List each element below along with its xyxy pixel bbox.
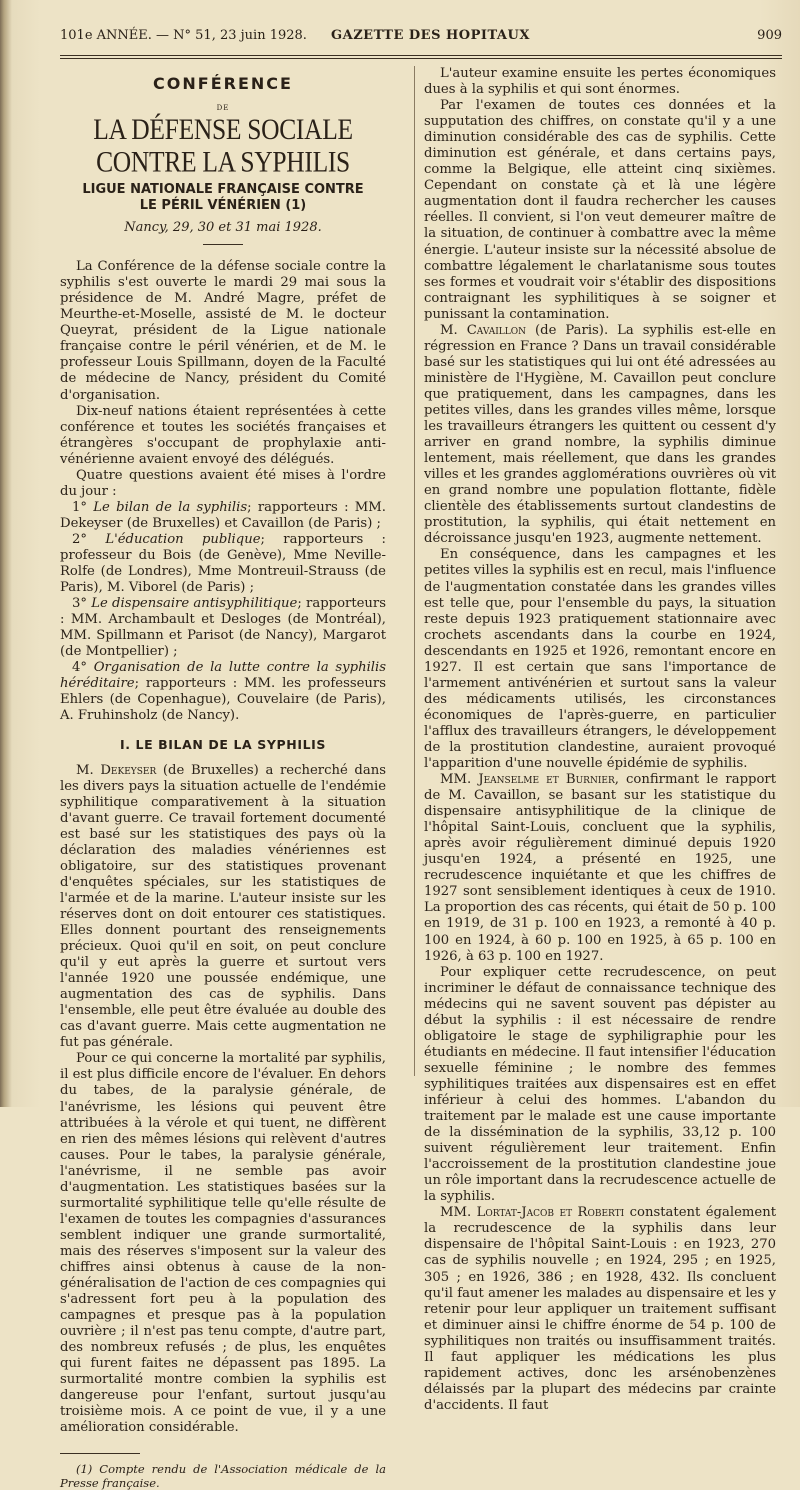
dekeyser-paragraph [60, 763, 386, 1052]
agenda-item-title: Le bilan de la syphilis [93, 499, 248, 515]
agenda-item-text: ; rapporteurs : MM. Archambault et Desloges (de Montréal), MM. Spillmann et Parisot (de Nancy), Margarot (de Montpellier) ; [60, 596, 386, 660]
agenda-item-1 [60, 500, 386, 532]
author-name: M. Dekeyser [76, 762, 157, 778]
economic-losses-paragraph: L'auteur examine ensuite les pertes économiques dues à la syphilis et qui sont énormes. [424, 66, 776, 98]
page-header [60, 28, 782, 48]
section-heading: I. LE BILAN DE LA SYPHILIS [119, 736, 327, 752]
page-number: 909 [757, 28, 782, 43]
intro-paragraph-3: Quatre questions avaient été mises à l'ordre du jour : [60, 467, 386, 499]
lortat-jacob-paragraph [424, 1205, 776, 1414]
paragraph-text: , confirmant le rapport de M. Cavaillon, se basant sur les statistique du dispensaire antisyphilitique de la clinique de l'hôpital Saint-Louis, concluent que la syphilis, après avoir régulièrement diminué depuis 1920 jusqu'en 1924, a présenté en 1925, une recrudescence inquiétante et que les chiffres de 1927 sont sensiblement identiques à ceux de 1910. La proportion des cas récents, qui était de 50 p. 100 en 1919, de 31 p. 100 en 1923, a remonté à 40 p. 100 en 1924, à 60 p. 100 en 1925, à 65 p. 100 en 1926, à 63 p. 100 en 1927. [424, 772, 776, 964]
agenda-item-number: 4° [72, 660, 87, 676]
cavaillon-paragraph [424, 323, 776, 548]
agenda-item-number: 3° [72, 596, 87, 612]
consequence-paragraph: En conséquence, dans les campagnes et les petites villes la syphilis est en recul, mais l'influence de l'augmentation constatée dans les grandes villes est telle que, pour l'ensemble du pays, la situation reste depuis 1923 pratiquement stationnaire avec crochets ascendants dans la courbe en 1924, descendants en 1925 et 1926, remontant encore en 1927. Il est certain que sans l'importance de l'armement antivénérien et surtout sans la valeur des médicaments utilisés, les circonstances économiques de l'après-guerre, en particulier l'afflux des travailleurs étrangers, le développement de la prostitution clandestine, auraient provoqué l'apparition d'une nouvelle épidémie de syphilis. [424, 547, 776, 772]
header-rule-double [60, 58, 782, 59]
mortality-paragraph: Pour ce qui concerne la mortalité par syphilis, il est plus difficile encore de l'évaluer. En dehors du tabes, de la paralysie générale, de l'anévrisme, les lésions qui peuvent être attribuées à la vérole et qui tuent, ne diffèrent en rien des mêmes lésions qui relèvent d'autres causes. Pour le tabes, la paralysie générale, l'anévrisme, il ne semble pas avoir d'augmentation. Les statistiques basées sur la surmortalité syphilitique telle qu'elle résulte de l'examen de toutes les compagnies d'assurances semblent indiquer une grande surmortalité, mais des réserves s'imposent sur la valeur des chiffres ainsi obtenus à cause de la non-généralisation de l'action de ces compagnies qui s'adressent fort peu à la population des campagnes et presque pas à la population ouvrière ; il n'est pas tenu compte, d'autre part, des nombreux refusés ; de plus, les enquêtes qui furent faites ne dépassent pas 1895. La surmortalité montre combien la syphilis est dangereuse pour l'enfant, surtout jusqu'au troisième mois. A ce point de vue, il y a une amélioration considérable. [60, 1051, 387, 1436]
issue-line: 101e ANNÉE. — N° 51, 23 juin 1928. [60, 28, 307, 43]
footnote-rule [60, 1453, 140, 1454]
intro-paragraph-2: Dix-neuf nations étaient représentées à cette conférence et toutes les sociétés françaises et étrangères s'occupant de prophylaxie anti-vénérienne avaient envoyé des délégués. [60, 403, 386, 467]
article-de: DE [216, 104, 230, 113]
agenda-item-2 [60, 532, 386, 596]
agenda-item-title: L'éducation publique [105, 531, 261, 547]
left-column [60, 66, 386, 1490]
dateline: Nancy, 29, 30 et 31 mai 1928. [124, 220, 322, 236]
intro-paragraph-1: La Conférence de la défense sociale contre la syphilis s'est ouverte le mardi 29 mai sous la présidence de M. André Magre, préfet de Meurthe-et-Moselle, assisté de M. le docteur Queyrat, président de la Ligue nationale française contre le péril vénérien, et de M. le professeur Louis Spillmann, doyen de la Faculté de médecine de Nancy, président du Comité d'organisation. [60, 259, 386, 403]
agenda-item-title: Le dispensaire antisyphilitique [91, 596, 298, 612]
title-separator [203, 244, 243, 245]
author-name: MM. Lortat-Jacob et Roberti [440, 1205, 625, 1221]
organizer-line-2: LE PÉRIL VÉNÉRIEN (1) [139, 198, 307, 214]
organizer-line-1: LIGUE NATIONALE FRANÇAISE CONTRE [82, 182, 364, 198]
paragraph-text: (de Paris). La syphilis est-elle en régression en France ? Dans un travail considérable basé sur les statistiques qui lui ont été adressées au ministère de l'Hygiène, M. Cavaillon peut conclure que pratiquement, dans les campagnes, dans les petites villes, dans les grandes villes même, lorsque les travailleurs étrangers les quittent ou cessent d'y arriver en grand nombre, la syphilis diminue lentement, mais réellement, que dans les grandes villes et les grandes agglomérations ouvrières où vit en grand nombre une population flottante, fidèle clientèle des établissements surtout clandestins de prostitution, la syphilis, qui était nettement en décroissance jusqu'en 1923, augmente nettement. [424, 322, 776, 547]
agenda-item-text: ; rapporteurs : professeur du Bois (de Genève), Mme Neville-Rolfe (de Londres), Mme Montreuil-Strauss (de Paris), M. Viborel (de Paris) ; [60, 531, 386, 596]
article-title: LA DÉFENSE SOCIALE CONTRE LA SYPHILIS [93, 112, 353, 179]
jeanselme-paragraph [424, 772, 776, 965]
decrease-paragraph: Par l'examen de toutes ces données et la supputation des chiffres, on constate qu'il y a une diminution considérable des cas de syphilis. Cette diminution est générale, et dans certains pays, comme la Belgique, elle atteint cinq sixièmes. Cependant on constate çà et là une légère augmentation dont il faudra rechercher les causes réelles. Il convient, si l'on veut demeurer maître de la situation, de continuer à combattre avec la même énergie. L'auteur insiste sur la nécessité absolue de combattre légalement le charlatanisme sous toutes ses formes et voudrait voir s'établir des dispositions contraignant les syphilitiques à se soigner et punissant la contamination. [424, 98, 776, 322]
agenda-item-text: ; rapporteurs : MM. les professeurs Ehlers (de Copenhague), Couvelaire (de Paris), A. Fruhinsholz (de Nancy). [60, 676, 386, 724]
agenda-item-number: 1° [72, 499, 87, 515]
author-name: MM. Jeanselme et Burnier [440, 772, 615, 788]
footnote: (1) Compte rendu de l'Association médicale de la Presse française. [60, 1461, 386, 1490]
agenda-item-4 [60, 660, 386, 724]
header-rule [60, 55, 782, 56]
author-name: M. Cavaillon [440, 322, 526, 338]
paragraph-text: constatent également la recrudescence de la syphilis dans leur dispensaire de l'hôpital Saint-Louis : en 1923, 270 cas de syphilis nouvelle ; en 1924, 295 ; en 1925, 305 ; en 1926, 386 ; en 1928, 432. Ils concluent qu'il faut amener les malades au dispensaire et les y retenir pour leur appliquer un traitement suffisant et diminuer ainsi le chiffre énorme de 54 p. 100 de syphilitiques non traités ou insuffisamment traités. Il faut appliquer les médications les plus rapidement actives, donc les arsénobenzènes délaissés par la plupart des médecins par crainte d'accidents. Il faut [424, 1205, 776, 1413]
agenda-item-3 [60, 596, 386, 660]
column-divider [414, 66, 415, 1076]
journal-title: GAZETTE DES HOPITAUX [331, 28, 530, 43]
explanation-paragraph: Pour expliquer cette recrudescence, on peut incriminer le défaut de connaissance technique des médecins qui ne savent souvent pas dépister au début la syphilis : il est nécessaire de rendre obligatoire le stage de syphiligraphie pour les étudiants en médecine. Il faut intensifier l'éducation sexuelle féminine ; le nombre des femmes syphilitiques traitées aux dispensaires est en effet inférieur à celui des hommes. L'abandon du traitement par le malade est une cause importante de la dissémination de la syphilis, 33,12 p. 100 suivent régulièrement leur traitement. Enfin l'accroissement de la prostitution clandestine joue un rôle important dans la recrudescence actuelle de la syphilis. [424, 964, 776, 1205]
agenda-item-number: 2° [72, 531, 87, 547]
article-kicker: CONFÉRENCE [153, 74, 293, 93]
paragraph-text: (de Bruxelles) a recherché dans les divers pays la situation actuelle de l'endémie syphilitique comparativement à la situation d'avant guerre. Ce travail fortement documenté est basé sur les statistiques des pays où la déclaration des maladies vénériennes est obligatoire, sur des statistiques provenant d'enquêtes spéciales, sur les statistiques de l'armée et de la marine. L'auteur insiste sur les réserves dont on doit entourer ces statistiques. Elles donnent pourtant des renseignements précieux. Quoi qu'il en soit, on peut conclure qu'il y eut après la guerre et surtout vers l'année 1920 une poussée endémique, une augmentation des cas de syphilis. Dans l'ensemble, elle peut être évaluée au double des cas d'avant guerre. Mais cette augmentation ne fut pas générale. [60, 762, 386, 1051]
agenda-item-title: Organisation de la lutte contre la syphilis héréditaire [60, 660, 386, 692]
right-column [424, 66, 776, 1414]
agenda-item-text: ; rapporteurs : MM. Dekeyser (de Bruxelles) et Cavaillon (de Paris) ; [60, 499, 387, 531]
